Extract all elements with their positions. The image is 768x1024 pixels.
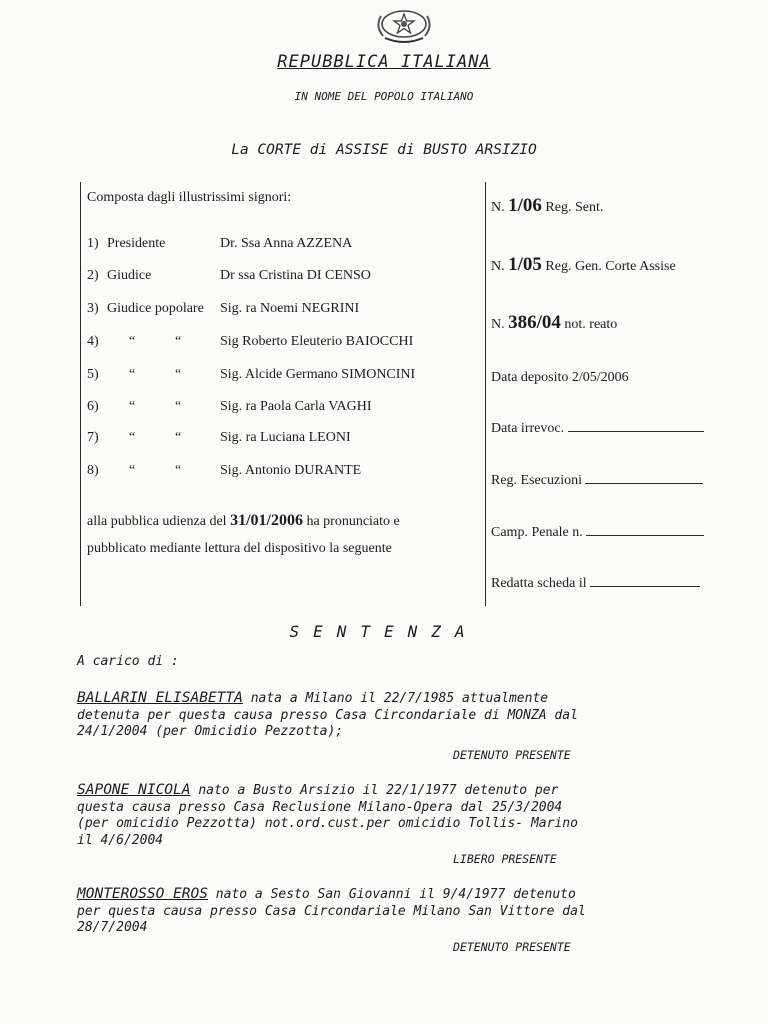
member-number: 3) — [87, 301, 99, 316]
blank-line — [590, 576, 700, 587]
reg-prefix: N. — [491, 200, 509, 215]
defendant-paragraph — [77, 782, 578, 849]
defendant-text: detenuta per questa causa presso Casa Circondariale di MONZA dal — [77, 707, 578, 723]
field-label: Redatta scheda il — [491, 576, 587, 591]
defendant-text: per questa causa presso Casa Circondariale Milano San Vittore dal — [77, 903, 586, 919]
reg-label: not. reato — [560, 317, 618, 332]
defendant-text: (per omicidio Pezzotta) not.ord.cust.per omicidio Tollis- Marino — [77, 816, 578, 831]
reg-prefix: N. — [491, 317, 509, 332]
defendant-name: MONTEROSSO EROS — [77, 886, 208, 902]
reg-gen-number: 1/05 — [508, 254, 542, 275]
hearing-text: ha pronunciato e — [302, 514, 400, 529]
reg-gen — [491, 254, 676, 276]
ditto-mark: “ — [129, 430, 136, 445]
reg-esecuzioni-field — [491, 473, 703, 489]
reg-label: Reg. Sent. — [541, 200, 604, 215]
hearing-statement-line2: pubblicato mediante lettura del dispositivo la seguente — [87, 541, 392, 556]
defendant-status: DETENUTO PRESENTE — [453, 940, 571, 954]
ditto-mark: “ — [175, 367, 182, 382]
member-name: Sig. Alcide Germano SIMONCINI — [220, 367, 416, 382]
reg-reato-number: 386/04 — [508, 312, 561, 333]
defendant-paragraph — [77, 886, 586, 937]
member-role: Giudice popolare — [107, 301, 204, 316]
defendant-status: LIBERO PRESENTE — [453, 852, 557, 866]
ditto-mark: “ — [129, 334, 136, 349]
hearing-date: 31/01/2006 — [230, 512, 303, 529]
member-role: Giudice — [107, 268, 152, 283]
data-deposito: Data deposito 2/05/2006 — [491, 370, 629, 385]
defendant-name: BALLARIN ELISABETTA — [77, 690, 243, 706]
member-number: 1) — [87, 236, 99, 251]
member-number: 4) — [87, 334, 99, 349]
member-name: Dr ssa Cristina DI CENSO — [220, 268, 371, 283]
table-middle-border — [485, 182, 486, 606]
member-number: 7) — [87, 430, 99, 445]
in-nome-subtitle: IN NOME DEL POPOLO ITALIANO — [294, 90, 474, 103]
ditto-mark: “ — [129, 399, 136, 414]
member-number: 2) — [87, 268, 99, 283]
ditto-mark: “ — [129, 367, 136, 382]
data-irrevoc-field — [491, 421, 704, 437]
defendant-paragraph — [77, 690, 578, 741]
ditto-mark: “ — [175, 463, 182, 478]
member-role: Presidente — [107, 236, 166, 251]
member-number: 5) — [87, 367, 99, 382]
camp-penale-field — [491, 525, 704, 541]
member-name: Sig. ra Luciana LEONI — [220, 430, 351, 445]
composition-intro: Composta dagli illustrissimi signori: — [87, 190, 292, 205]
ditto-mark: “ — [175, 399, 182, 414]
field-label: Reg. Esecuzioni — [491, 473, 582, 488]
ditto-mark: “ — [129, 463, 136, 478]
field-label: Data irrevoc. — [491, 421, 565, 436]
defendant-text: il 4/6/2004 — [77, 832, 164, 848]
member-number: 8) — [87, 463, 99, 478]
republic-title: REPUBBLICA ITALIANA — [277, 52, 491, 72]
defendant-text: nato a Busto Arsizio il 22/1/1977 detenuto per — [190, 783, 559, 798]
defendant-name: SAPONE NICOLA — [77, 782, 191, 798]
reg-sent-number: 1/06 — [508, 195, 542, 216]
ditto-mark: “ — [175, 334, 182, 349]
member-name: Sig. Antonio DURANTE — [220, 463, 362, 478]
italian-republic-emblem-icon — [371, 6, 437, 46]
court-title: La CORTE di ASSISE di BUSTO ARSIZIO — [231, 142, 537, 158]
member-name: Sig. ra Paola Carla VAGHI — [220, 399, 372, 414]
defendant-text: 28/7/2004 — [77, 920, 148, 935]
field-label: Camp. Penale n. — [491, 525, 583, 540]
reg-label: Reg. Gen. Corte Assise — [541, 259, 676, 274]
defendant-text: 24/1/2004 (per Omicidio Pezzotta); — [77, 724, 344, 739]
member-name: Sig Roberto Eleuterio BAIOCCHI — [220, 334, 414, 349]
a-carico-di: A carico di : — [77, 654, 179, 669]
ditto-mark: “ — [175, 430, 182, 445]
hearing-text: alla pubblica udienza del — [87, 514, 231, 529]
blank-line — [568, 421, 704, 432]
hearing-statement — [87, 512, 400, 530]
reg-sent — [491, 195, 603, 217]
reg-reato — [491, 312, 617, 334]
defendant-text: nato a Sesto San Giovanni il 9/4/1977 detenuto — [207, 887, 576, 902]
member-name: Sig. ra Noemi NEGRINI — [220, 301, 360, 316]
defendant-text: questa causa presso Casa Reclusione Milano-Opera dal 25/3/2004 — [77, 799, 563, 815]
member-number: 6) — [87, 399, 99, 414]
table-left-border — [80, 182, 81, 606]
sentenza-heading: SENTENZA — [289, 622, 479, 641]
defendant-status: DETENUTO PRESENTE — [453, 748, 571, 762]
blank-line — [586, 525, 704, 536]
blank-line — [585, 473, 703, 484]
defendant-text: nata a Milano il 22/7/1985 attualmente — [242, 691, 549, 706]
redatta-scheda-field — [491, 576, 700, 592]
member-name: Dr. Ssa Anna AZZENA — [220, 236, 353, 251]
reg-prefix: N. — [491, 259, 509, 274]
